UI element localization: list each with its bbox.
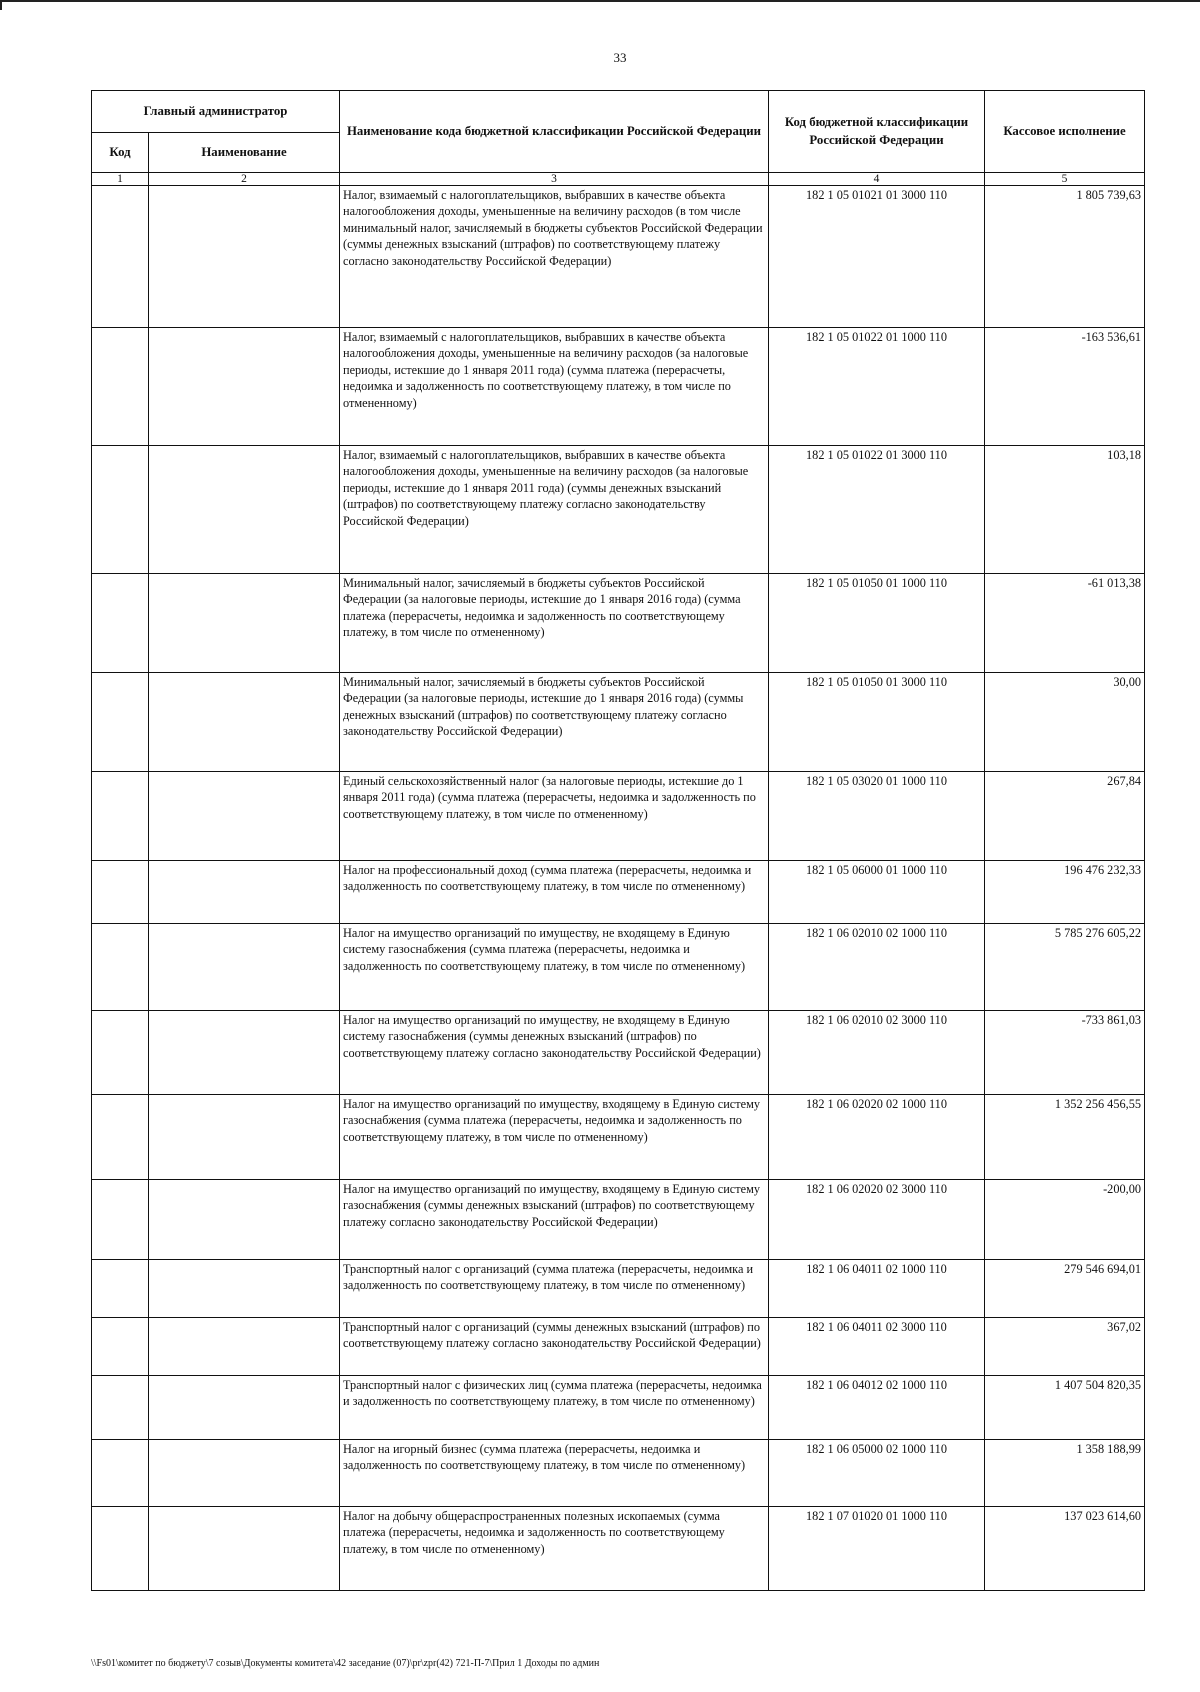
table-row [92,1507,1145,1591]
header-kbk-name: Наименование кода бюджетной классификации Российской Федерации [340,91,769,173]
column-number: 2 [149,173,340,186]
amount-cell: 267,84 [985,772,1145,861]
amount-cell: 1 358 188,99 [985,1440,1145,1507]
admin-code-cell [92,861,149,924]
admin-code-cell [92,446,149,574]
admin-name-cell [149,328,340,446]
kbk-name-cell: Налог на имущество организаций по имуществу, не входящему в Единую систему газоснабжения (сумма платежа (перерасчеты, недоимка и задолженность по соответствующему платежу, в том числе по отмененному) [340,924,769,1011]
kbk-code-cell: 182 1 05 01050 01 3000 110 [769,673,985,772]
table-row [92,186,1145,328]
admin-name-cell [149,673,340,772]
kbk-code-cell: 182 1 06 02020 02 1000 110 [769,1095,985,1180]
admin-code-cell [92,1507,149,1591]
column-numbers-row [92,173,1145,186]
header-execution: Кассовое исполнение [985,91,1145,173]
admin-code-cell [92,1011,149,1095]
kbk-code-cell: 182 1 06 02010 02 1000 110 [769,924,985,1011]
admin-name-cell [149,186,340,328]
admin-name-cell [149,861,340,924]
admin-name-cell [149,1095,340,1180]
kbk-name-cell: Налог на имущество организаций по имуществу, входящему в Единую систему газоснабжения (суммы денежных взысканий (штрафов) по соответствующему платежу согласно законодательству Российской Федерации) [340,1180,769,1260]
admin-name-cell [149,574,340,673]
admin-code-cell [92,1318,149,1376]
page-number: 33 [613,50,627,65]
table-row [92,1095,1145,1180]
kbk-code-cell: 182 1 06 04011 02 1000 110 [769,1260,985,1318]
table-row [92,673,1145,772]
kbk-code-cell: 182 1 05 01022 01 3000 110 [769,446,985,574]
kbk-name-cell: Единый сельскохозяйственный налог (за налоговые периоды, истекшие до 1 января 2011 года) (сумма платежа (перерасчеты, недоимка и задолженность по соответствующему платежу, в том числе по отмененному) [340,772,769,861]
header-code: Код [92,133,149,173]
admin-code-cell [92,1440,149,1507]
kbk-code-cell: 182 1 06 05000 02 1000 110 [769,1440,985,1507]
kbk-code-cell: 182 1 06 02020 02 3000 110 [769,1180,985,1260]
admin-code-cell [92,772,149,861]
scan-edge-mark [0,0,2,10]
admin-name-cell [149,1507,340,1591]
kbk-name-cell: Транспортный налог с организаций (суммы денежных взысканий (штрафов) по соответствующему платежу согласно законодательству Российской Федерации) [340,1318,769,1376]
amount-cell: 1 407 504 820,35 [985,1376,1145,1440]
kbk-name-cell: Налог на добычу общераспространенных полезных ископаемых (сумма платежа (перерасчеты, недоимка и задолженность по соответствующему платежу, в том числе по отмененному) [340,1507,769,1591]
amount-cell: 367,02 [985,1318,1145,1376]
header-name: Наименование [149,133,340,173]
kbk-name-cell: Налог, взимаемый с налогоплательщиков, выбравших в качестве объекта налогообложения доходы, уменьшенные на величину расходов (за налоговые периоды, истекшие до 1 января 2011 года) (сумма платежа (перерасчеты, недоимка и задолженность по соответствующему платежу, в том числе по отмененному) [340,328,769,446]
amount-cell: 1 805 739,63 [985,186,1145,328]
kbk-name-cell: Минимальный налог, зачисляемый в бюджеты субъектов Российской Федерации (за налоговые периоды, истекшие до 1 января 2016 года) (суммы денежных взысканий (штрафов) по соответствующему платежу согласно законодательству Российской Федерации) [340,673,769,772]
amount-cell: -200,00 [985,1180,1145,1260]
scan-edge-line [0,0,1200,2]
kbk-code-cell: 182 1 06 04012 02 1000 110 [769,1376,985,1440]
revenue-table [91,90,1145,1591]
table-row [92,861,1145,924]
kbk-name-cell: Налог на имущество организаций по имуществу, входящему в Единую систему газоснабжения (сумма платежа (перерасчеты, недоимка и задолженность по соответствующему платежу, в том числе по отмененному) [340,1095,769,1180]
table-row [92,1318,1145,1376]
column-number: 1 [92,173,149,186]
amount-cell: -61 013,38 [985,574,1145,673]
table-row [92,772,1145,861]
kbk-code-cell: 182 1 05 06000 01 1000 110 [769,861,985,924]
table-row [92,1260,1145,1318]
kbk-name-cell: Налог, взимаемый с налогоплательщиков, выбравших в качестве объекта налогообложения доходы, уменьшенные на величину расходов (в том числе минимальный налог, зачисляемый в бюджеты субъектов Российской Федерации (суммы денежных взысканий (штрафов) по соответствующему платежу согласно законодательству Российской Федерации) [340,186,769,328]
kbk-name-cell: Налог на имущество организаций по имуществу, не входящему в Единую систему газоснабжения (суммы денежных взысканий (штрафов) по соответствующему платежу согласно законодательству Российской Федерации) [340,1011,769,1095]
kbk-code-cell: 182 1 05 01050 01 1000 110 [769,574,985,673]
admin-code-cell [92,924,149,1011]
admin-name-cell [149,1011,340,1095]
table-header [92,91,1145,186]
amount-cell: -733 861,03 [985,1011,1145,1095]
admin-code-cell [92,186,149,328]
kbk-name-cell: Налог на игорный бизнес (сумма платежа (перерасчеты, недоимка и задолженность по соответствующему платежу, в том числе по отмененному) [340,1440,769,1507]
table-row [92,924,1145,1011]
amount-cell: 279 546 694,01 [985,1260,1145,1318]
admin-name-cell [149,1318,340,1376]
amount-cell: 103,18 [985,446,1145,574]
footer-file-path: \\Fs01\комитет по бюджету\7 созыв\Документы комитета\42 заседание (07)\pr\zpr(42) 721-П-7\Прил 1 Доходы по админ [91,1658,600,1669]
amount-cell: 30,00 [985,673,1145,772]
table-row [92,1376,1145,1440]
kbk-name-cell: Транспортный налог с физических лиц (сумма платежа (перерасчеты, недоимка и задолженность по соответствующему платежу, в том числе по отмененному) [340,1376,769,1440]
table-row [92,574,1145,673]
admin-code-cell [92,574,149,673]
kbk-name-cell: Налог на профессиональный доход (сумма платежа (перерасчеты, недоимка и задолженность по соответствующему платежу, в том числе по отмененному) [340,861,769,924]
kbk-code-cell: 182 1 05 03020 01 1000 110 [769,772,985,861]
amount-cell: 5 785 276 605,22 [985,924,1145,1011]
admin-code-cell [92,1376,149,1440]
table-row [92,328,1145,446]
admin-code-cell [92,328,149,446]
admin-name-cell [149,772,340,861]
column-number: 5 [985,173,1145,186]
admin-code-cell [92,1180,149,1260]
table-row [92,1180,1145,1260]
kbk-code-cell: 182 1 06 02010 02 3000 110 [769,1011,985,1095]
admin-code-cell [92,673,149,772]
admin-code-cell [92,1260,149,1318]
admin-name-cell [149,1376,340,1440]
header-administrator: Главный администратор [92,91,340,133]
table-body [92,186,1145,1591]
admin-name-cell [149,924,340,1011]
kbk-code-cell: 182 1 06 04011 02 3000 110 [769,1318,985,1376]
header-kbk-code: Код бюджетной классификации Российской Федерации [769,91,985,173]
admin-name-cell [149,1180,340,1260]
kbk-code-cell: 182 1 07 01020 01 1000 110 [769,1507,985,1591]
column-number: 3 [340,173,769,186]
admin-name-cell [149,1440,340,1507]
admin-name-cell [149,446,340,574]
kbk-code-cell: 182 1 05 01021 01 3000 110 [769,186,985,328]
amount-cell: 137 023 614,60 [985,1507,1145,1591]
kbk-name-cell: Налог, взимаемый с налогоплательщиков, выбравших в качестве объекта налогообложения доходы, уменьшенные на величину расходов (за налоговые периоды, истекшие до 1 января 2011 года) (суммы денежных взысканий (штрафов) по соответствующему платежу согласно законодательству Российской Федерации) [340,446,769,574]
amount-cell: 1 352 256 456,55 [985,1095,1145,1180]
column-number: 4 [769,173,985,186]
table-row [92,1011,1145,1095]
table-row [92,1440,1145,1507]
admin-code-cell [92,1095,149,1180]
kbk-code-cell: 182 1 05 01022 01 1000 110 [769,328,985,446]
kbk-name-cell: Минимальный налог, зачисляемый в бюджеты субъектов Российской Федерации (за налоговые периоды, истекшие до 1 января 2016 года) (сумма платежа (перерасчеты, недоимка и задолженность по соответствующему платежу, в том числе по отмененному) [340,574,769,673]
amount-cell: -163 536,61 [985,328,1145,446]
kbk-name-cell: Транспортный налог с организаций (сумма платежа (перерасчеты, недоимка и задолженность по соответствующему платежу, в том числе по отмененному) [340,1260,769,1318]
table-row [92,446,1145,574]
amount-cell: 196 476 232,33 [985,861,1145,924]
admin-name-cell [149,1260,340,1318]
